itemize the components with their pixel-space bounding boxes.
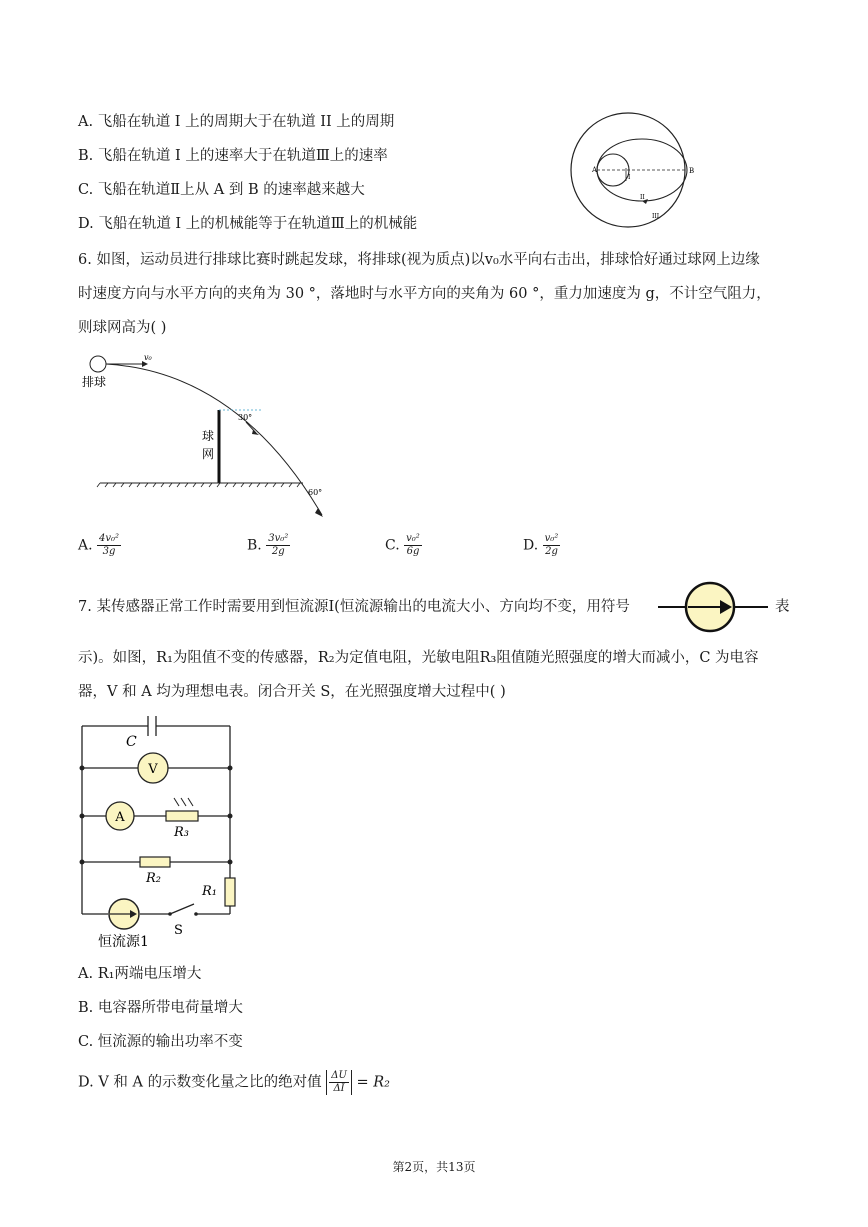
q6-option-b-num: 3v₀²	[268, 533, 289, 544]
ammeter-label: A	[115, 810, 125, 825]
q6-option-c-num: v₀²	[406, 533, 420, 544]
q5-option-a: A. 飞船在轨道 I 上的周期大于在轨道 II 上的周期	[78, 114, 395, 130]
q7-option-d-text: D. V 和 A 的示数变化量之比的绝对值	[78, 1074, 322, 1091]
q5-option-b: B. 飞船在轨道 I 上的速率大于在轨道Ⅲ上的速率	[78, 148, 388, 164]
q6-stem-line1: 6. 如图，运动员进行排球比赛时跳起发球，将排球(视为质点)以v₀水平向右击出，排球恰好通过球网上边缘	[78, 252, 760, 268]
q7-option-d-fraction	[329, 1070, 349, 1095]
q6-option-c	[385, 533, 422, 558]
volleyball-diagram	[78, 350, 338, 525]
q6-stem-line3: 则球网高为( )	[78, 320, 167, 336]
q6-option-d-num: v₀²	[544, 533, 559, 544]
q6-option-c-den: 6g	[406, 546, 420, 557]
q7-stem-line1-end: 表	[775, 599, 790, 615]
q7-option-a: A. R₁两端电压增大	[78, 966, 202, 982]
q7-option-d-num: ΔU	[331, 1070, 347, 1081]
ball-label: 排球	[82, 375, 107, 389]
orbit-diagram	[556, 110, 706, 230]
q6-option-a	[78, 533, 121, 558]
voltmeter-label: V	[148, 762, 158, 777]
r2-label: R₂	[146, 871, 161, 886]
q7-option-d-result: = R₂	[356, 1074, 390, 1091]
orbit-label-a: A	[592, 166, 598, 174]
current-source-label: 恒流源1	[98, 934, 149, 950]
page-footer: 第2页，共13页	[392, 1160, 476, 1174]
q6-option-a-num: 4v₀²	[99, 533, 120, 544]
net-label-1: 球	[202, 429, 215, 443]
net-label-2: 网	[202, 447, 215, 461]
q6-option-b-den: 2g	[271, 546, 285, 557]
q6-option-b	[247, 533, 290, 558]
q6-option-d-label: D.	[523, 537, 539, 554]
q6-option-b-label: B.	[247, 537, 262, 554]
q6-option-c-label: C.	[385, 537, 400, 554]
q6-option-b-fraction	[266, 533, 290, 558]
angle-30-label: 30°	[238, 413, 253, 422]
q7-stem-line1: 7. 某传感器正常工作时需要用到恒流源Ⅰ(恒流源输出的电流大小、方向均不变，用符号	[78, 599, 630, 615]
q7-option-b: B. 电容器所带电荷量增大	[78, 1000, 243, 1016]
q6-option-a-fraction	[97, 533, 121, 558]
circuit-diagram	[78, 712, 248, 952]
q6-option-d	[523, 533, 560, 558]
angle-60-label: 60°	[308, 488, 323, 497]
q6-option-d-fraction	[543, 533, 561, 558]
q7-stem-line3: 器，V 和 A 均为理想电表。闭合开关 S，在光照强度增大过程中( )	[78, 684, 506, 700]
capacitor-label: C	[126, 734, 137, 750]
r1-label: R₁	[202, 884, 217, 899]
q7-stem-line2: 示)。如图，R₁为阻值不变的传感器，R₂为定值电阻，光敏电阻R₃阻值随光照强度的增大而减小，C 为电容	[78, 650, 759, 666]
q7-option-c: C. 恒流源的输出功率不变	[78, 1034, 243, 1050]
q6-stem-line2: 时速度方向与水平方向的夹角为 30 °，落地时与水平方向的夹角为 60 °，重力加速度为 g，不计空气阻力，	[78, 286, 771, 302]
q5-option-c: C. 飞船在轨道Ⅱ上从 A 到 B 的速率越来越大	[78, 182, 365, 198]
orbit-label-3: III	[652, 213, 660, 220]
v0-label: v₀	[144, 353, 152, 362]
orbit-label-1: I	[628, 174, 631, 181]
switch-label: S	[174, 923, 183, 938]
orbit-label-b: B	[689, 167, 695, 175]
q6-option-a-label: A.	[78, 537, 93, 554]
q6-option-a-den: 3g	[102, 546, 116, 557]
q7-option-d-abs	[326, 1070, 352, 1095]
q6-option-c-fraction	[404, 533, 422, 558]
q5-option-d: D. 飞船在轨道 I 上的机械能等于在轨道Ⅲ上的机械能	[78, 216, 418, 232]
orbit-label-2: II	[640, 194, 645, 201]
current-source-symbol	[658, 581, 768, 633]
q6-option-d-den: 2g	[545, 546, 558, 557]
r3-label: R₃	[174, 825, 189, 840]
q7-option-d	[78, 1070, 390, 1095]
q7-option-d-den: ΔI	[333, 1083, 345, 1094]
